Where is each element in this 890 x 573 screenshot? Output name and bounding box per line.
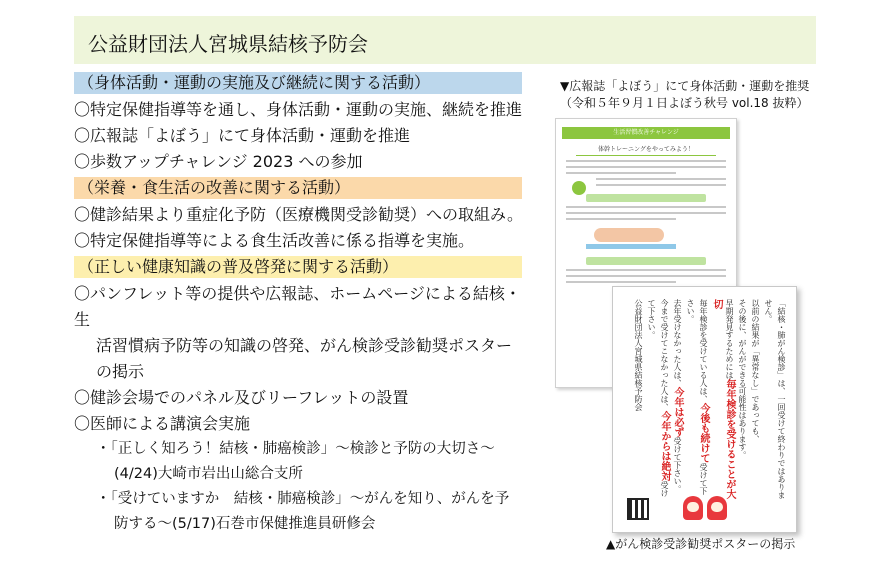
booklet-header: 生活習慣改善チャレンジ xyxy=(562,127,730,139)
poster-line: 去年受けなかった人は、 xyxy=(673,299,682,387)
text-line xyxy=(566,206,726,208)
booklet-band xyxy=(586,257,706,265)
text-line xyxy=(566,218,676,220)
mascot-icon xyxy=(683,496,703,520)
poster-line: 以前の結果が「異常なし」であっても、 xyxy=(751,299,760,443)
list-item: 〇広報誌「よぼう」にて身体活動・運動を推進 xyxy=(74,126,411,145)
section-heading-knowledge: （正しい健康知識の普及啓発に関する活動） xyxy=(74,256,522,278)
activity-list xyxy=(74,70,522,537)
poster-line: 今まで受けてこなかった人は、 xyxy=(660,299,669,411)
list-item: 〇特定保健指導等を通し、身体活動・運動の実施、継続を推進 xyxy=(74,100,523,119)
poster-line: その後に、がんができる可能性はあります。 xyxy=(738,299,747,459)
poster-line: 早期発見するためには xyxy=(725,299,734,379)
list-item: 〇医師による講演会実施 xyxy=(74,414,251,433)
text-line xyxy=(566,160,726,162)
mascot-icon xyxy=(707,496,727,520)
cancer-screening-poster xyxy=(612,286,797,533)
list-item: 〇歩数アップチャレンジ 2023 への参加 xyxy=(74,152,363,171)
list-item-line: 〇パンフレット等の提供や広報誌、ホームページによる結核・生 xyxy=(74,284,521,329)
caption-line: （令和５年９月１日よぼう秋号 vol.18 抜粋） xyxy=(560,96,809,110)
poster-line: 受けて下さい。 xyxy=(686,299,708,495)
page-title: 公益財団法人宮城県結核予防会 xyxy=(88,32,368,56)
lecture-item xyxy=(74,437,522,487)
poster-line: 受けて下さい。 xyxy=(647,299,669,497)
list-item: 〇特定保健指導等による食生活改善に係る指導を実施。 xyxy=(74,231,475,250)
poster-emphasis: 今年からは絶対 xyxy=(659,411,670,481)
caption-line: ▼広報誌「よぼう」にて身体活動・運動を推奨 xyxy=(560,79,810,93)
booklet-icon xyxy=(572,181,586,195)
poster-emphasis: 今年は必ず xyxy=(672,387,683,437)
poster-caption: ▲がん検診受診勧奨ポスターの掲示 xyxy=(606,537,796,551)
text-line xyxy=(566,172,676,174)
list-item: 〇健診結果より重症化予防（医療機関受診勧奨）への取組み。 xyxy=(74,205,523,224)
booklet-subtitle: 体幹トレーニングをやってみよう！ xyxy=(576,145,716,156)
poster-emphasis: 毎年検診を受けることが大切 xyxy=(711,299,735,499)
booklet-band xyxy=(586,194,706,202)
poster-line: 毎年検診を受けている人は、 xyxy=(699,299,708,403)
text-line xyxy=(596,184,726,186)
poster-line: 受けて下さい。 xyxy=(673,437,682,493)
list-item: 〇健診会場でのパネル及びリーフレットの設置 xyxy=(74,388,409,407)
lecture-title: ・「受けていますか 結核・肺癌検診」～がんを知り、がんを予 xyxy=(96,491,510,507)
lecture-detail: (4/24)大崎市岩出山総合支所 xyxy=(114,466,303,482)
poster-emphasis: 今後も続けて xyxy=(698,403,709,463)
text-line xyxy=(566,212,726,214)
text-line xyxy=(566,269,726,271)
poster-line: 「結核・肺がん検診」は、一回受けて終わりではありません。 xyxy=(764,299,786,499)
lecture-detail: 防する～(5/17)石巻市保健推進員研修会 xyxy=(114,516,376,532)
qr-code-icon xyxy=(627,498,649,520)
section-heading-exercise: （身体活動・運動の実施及び継続に関する活動） xyxy=(74,72,522,94)
lecture-title: ・「正しく知ろう！結核・肺癌検診」～検診と予防の大切さ～ xyxy=(96,441,495,457)
text-line xyxy=(566,281,676,283)
lecture-item xyxy=(74,487,522,537)
exercise-mat xyxy=(586,244,676,249)
poster-organization: 公益財団法人宮城県結核予防会 xyxy=(634,299,643,411)
text-line xyxy=(566,166,726,168)
plank-figure-icon xyxy=(594,228,664,242)
text-line xyxy=(596,178,726,180)
list-item-line: 活習慣病予防等の知識の啓発、がん検診受診勧奨ポスター xyxy=(96,336,513,355)
booklet-caption xyxy=(560,78,809,112)
list-item-line: の掲示 xyxy=(96,362,145,381)
poster-text xyxy=(632,299,788,499)
text-line xyxy=(566,275,726,277)
title-bar xyxy=(74,16,816,64)
section-heading-nutrition: （栄養・食生活の改善に関する活動） xyxy=(74,177,522,199)
list-item xyxy=(74,281,522,385)
